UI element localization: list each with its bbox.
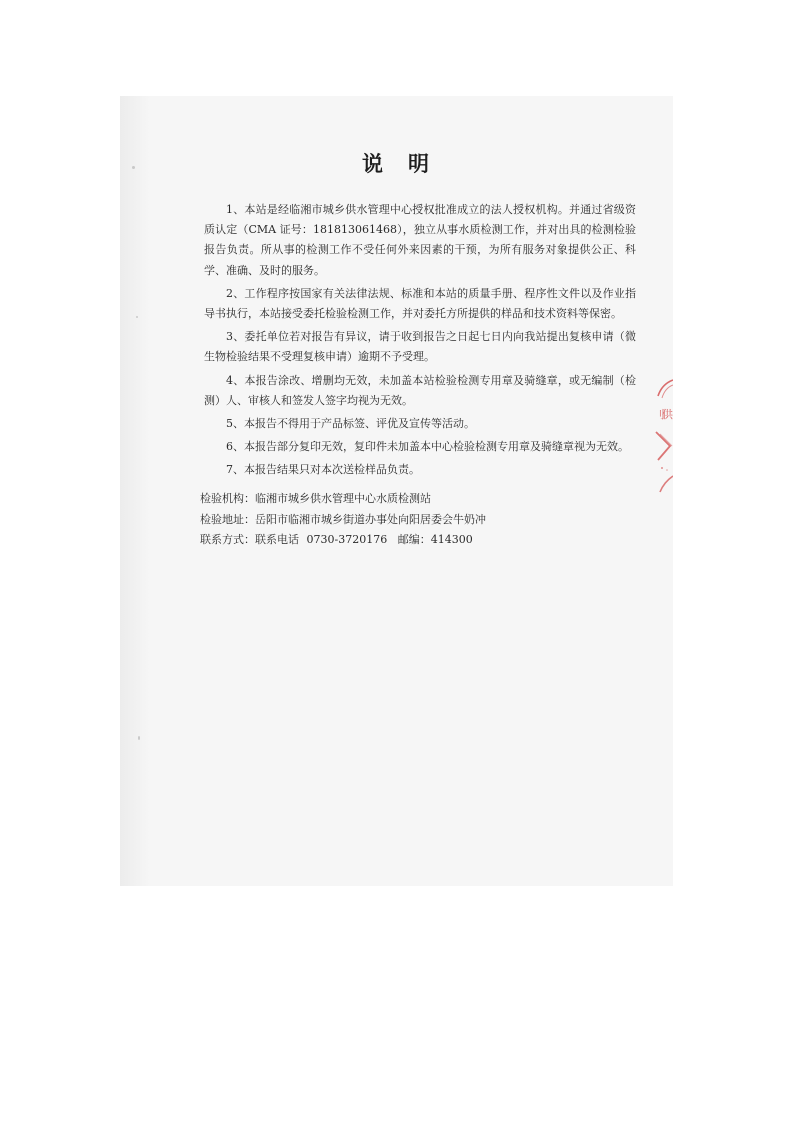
scan-edge-shadow [120,96,150,886]
address-label: 检验地址： [200,512,255,526]
page-title: 说 明 [362,151,431,176]
org-value: 临湘市城乡供水管理中心水质检测站 [255,492,431,505]
paragraph-4: 4、本报告涂改、增删均无效，未加盖本站检验检测专用章及骑缝章，或无编制（检测）人、审核人和签发人签字均视为无效。 [204,373,636,407]
terms-section [204,200,636,484]
phone-value: 0730-3720176 [306,533,388,546]
scan-speck [132,166,135,169]
svg-text:供: 供 [662,408,673,421]
org-line [200,489,640,510]
seal-stamp-icon [650,376,673,496]
org-label: 检验机构： [200,492,255,505]
address-line [200,510,640,531]
contact-label: 联系方式： [200,533,255,546]
scan-speck [138,736,140,740]
paragraph-1: 1、本站是经临湘市城乡供水管理中心授权批准成立的法人授权机构。并通过省级资质认定（CMA 证号：181813061468），独立从事水质检测工作，并对出具的检测检验报告负责。所从事的检测工作不受任何外来因素的干预，为所有服务对象提供公正、科学、准确、及时的服务。 [204,203,636,277]
scan-speck [136,316,138,318]
paragraph-7: 7、本报告结果只对本次送检样品负责。 [226,463,420,477]
phone-label: 联系电话 [255,533,299,546]
contact-info [200,489,640,551]
svg-text:刂: 刂 [654,408,665,421]
postcode-label: 邮编： [397,533,431,546]
paragraph-5: 5、本报告不得用于产品标签、评优及宣传等活动。 [226,417,475,431]
paragraph-2: 2、工作程序按国家有关法律法规、标准和本站的质量手册、程序性文件以及作业指导书执行，本站接受委托检验检测工作，并对委托方所提供的样品和技术资料等保密。 [204,286,636,321]
paragraph-3: 3、委托单位若对报告有异议，请于收到报告之日起七日内向我站提出复核申请（微生物检验结果不受理复核申请）逾期不予受理。 [204,330,636,364]
postcode-value: 414300 [430,533,473,546]
contact-line [200,530,640,551]
address-value: 岳阳市临湘市城乡街道办事处向阳居委会牛奶冲 [255,512,486,526]
scanned-page [120,96,673,886]
paragraph-6: 6、本报告部分复印无效，复印件未加盖本中心检验检测专用章及骑缝章视为无效。 [226,440,629,454]
